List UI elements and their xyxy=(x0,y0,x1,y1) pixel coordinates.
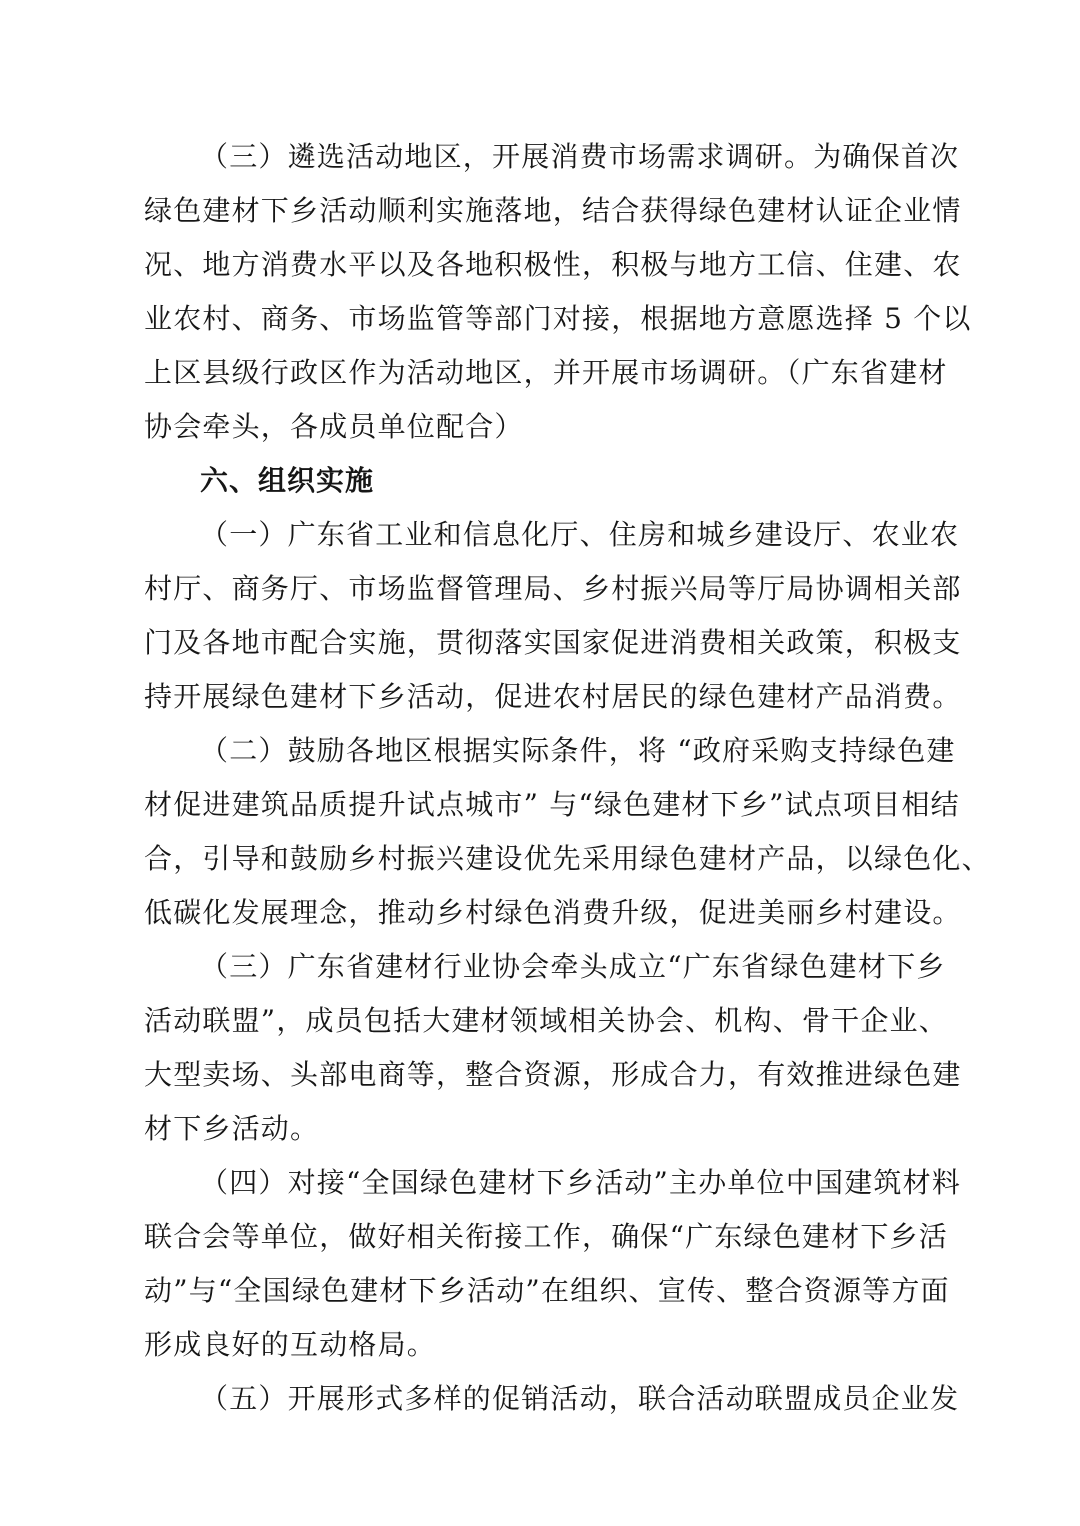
paragraph-4-line-2: 联合会等单位，做好相关衔接工作，确保“广东绿色建材下乡活 xyxy=(144,1220,948,1253)
paragraph-1-line-1: （一）广东省工业和信息化厅、住房和城乡建设厅、农业农 xyxy=(200,518,960,551)
paragraph-3b-line-1: （三）广东省建材行业协会牵头成立“广东省绿色建材下乡 xyxy=(200,950,946,983)
paragraph-3-line-5: 上区县级行政区作为活动地区，并开展市场调研。（广东省建材 xyxy=(144,356,948,389)
paragraph-2-line-1: （二）鼓励各地区根据实际条件，将 “政府采购支持绿色建 xyxy=(200,734,956,767)
paragraph-4-line-1: （四）对接“全国绿色建材下乡活动”主办单位中国建筑材料 xyxy=(200,1166,962,1199)
paragraph-3-line-3: 况、地方消费水平以及各地积极性，积极与地方工信、住建、农 xyxy=(144,248,962,281)
paragraph-3-line-4: 业农村、商务、市场监管等部门对接，根据地方意愿选择 5 个以 xyxy=(144,302,972,335)
paragraph-2-line-4: 低碳化发展理念，推动乡村绿色消费升级，促进美丽乡村建设。 xyxy=(144,896,962,929)
paragraph-1-line-4: 持开展绿色建材下乡活动，促进农村居民的绿色建材产品消费。 xyxy=(144,680,962,713)
section-heading: 六、组织实施 xyxy=(200,464,375,497)
paragraph-3b-line-2: 活动联盟”，成员包括大建材领域相关协会、机构、骨干企业、 xyxy=(144,1004,948,1037)
paragraph-1-line-2: 村厅、商务厅、市场监督管理局、乡村振兴局等厅局协调相关部 xyxy=(144,572,962,605)
paragraph-3b-line-4: 材下乡活动。 xyxy=(144,1112,320,1145)
paragraph-2-line-2: 材促进建筑品质提升试点城市” 与“绿色建材下乡”试点项目相结 xyxy=(144,788,960,821)
paragraph-3-line-6: 协会牵头，各成员单位配合） xyxy=(144,410,524,443)
paragraph-3-line-2: 绿色建材下乡活动顺利实施落地，结合获得绿色建材认证企业情 xyxy=(144,194,962,227)
paragraph-4-line-3: 动”与“全国绿色建材下乡活动”在组织、宣传、整合资源等方面 xyxy=(144,1274,950,1307)
paragraph-3-line-1: （三）遴选活动地区，开展消费市场需求调研。为确保首次 xyxy=(200,140,960,173)
paragraph-3b-line-3: 大型卖场、头部电商等，整合资源，形成合力，有效推进绿色建 xyxy=(144,1058,962,1091)
paragraph-5-line-1: （五）开展形式多样的促销活动，联合活动联盟成员企业发 xyxy=(200,1382,960,1415)
paragraph-4-line-4: 形成良好的互动格局。 xyxy=(144,1328,437,1361)
paragraph-2-line-3: 合，引导和鼓励乡村振兴建设优先采用绿色建材产品，以绿色化、 xyxy=(144,842,991,875)
document-body xyxy=(144,130,991,1426)
paragraph-1-line-3: 门及各地市配合实施，贯彻落实国家促进消费相关政策，积极支 xyxy=(144,626,962,659)
